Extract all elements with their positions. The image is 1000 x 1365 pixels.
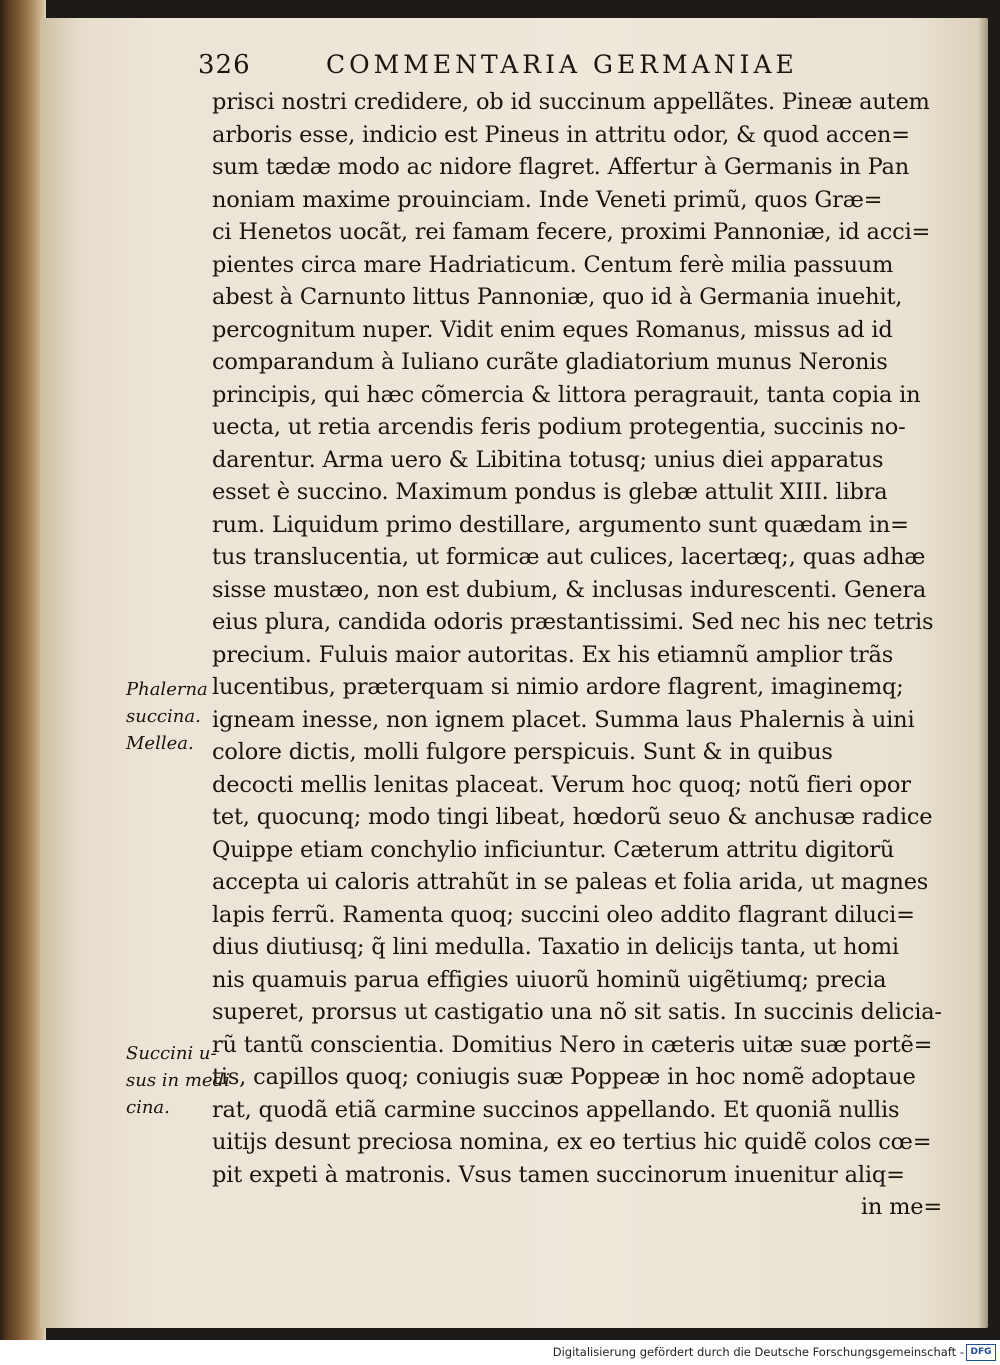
marginal-note-succini-usus xyxy=(126,1040,236,1121)
text-line: tus translucentia, ut formicæ aut culices, lacertæq;, quas adhæ xyxy=(212,544,926,570)
text-line: abest à Carnunto littus Pannoniæ, quo id à Germania inuehit, xyxy=(212,284,903,310)
text-line: darentur. Arma uero & Libitina totusq; unius diei apparatus xyxy=(212,446,884,473)
text-line: accepta ui caloris attrahũt in se paleas et folia arida, ut magnes xyxy=(212,869,929,895)
catchword-line: in me= xyxy=(860,1194,942,1220)
text-line: lucentibus, præterquam si nimio ardore flagrent, imaginemq; xyxy=(212,674,904,700)
text-line: superet, prorsus ut castigatio una nõ sit satis. In succinis delicia- xyxy=(212,999,942,1025)
text-line: lapis ferrũ. Ramenta quoq; succini oleo addito flagrant diluci= xyxy=(212,901,915,928)
text-line: rum. Liquidum primo destillare, argumento sunt quædam in= xyxy=(212,511,909,538)
text-line: esset è succino. Maximum pondus is glebæ attulit XIII. libra xyxy=(212,479,888,505)
text-line: rũ tantũ conscientia. Domitius Nero in cæteris uitæ suæ portẽ= xyxy=(212,1031,933,1058)
text-line: noniam maxime prouinciam. Inde Veneti primũ, quos Græ= xyxy=(212,186,883,213)
marginal-note-line: Succini u- xyxy=(126,1043,217,1064)
text-line: ci Henetos uocãt, rei famam fecere, proximi Pannoniæ, id acci= xyxy=(212,219,931,245)
page-number: 326 xyxy=(198,50,251,80)
text-line: sisse mustæo, non est dubium, & inclusas indurescenti. Genera xyxy=(212,576,927,603)
text-line: nis quamuis parua effigies uiuorũ hominũ uigẽtiumq; precia xyxy=(212,966,887,993)
text-line: pientes circa mare Hadriaticum. Centum ferè milia passuum xyxy=(212,251,894,278)
text-line: colore dictis, molli fulgore perspicuis. Sunt & in quibus xyxy=(212,739,833,765)
text-line: sum tædæ modo ac nidore flagret. Affertur à Germanis in Pan xyxy=(212,154,910,180)
text-line: dius diutiusq; q̃ lini medulla. Taxatio in delicijs tanta, ut homi xyxy=(212,934,899,960)
text-line: pit expeti à matronis. Vsus tamen succinorum inuenitur aliq= xyxy=(212,1161,905,1188)
digitization-footer xyxy=(0,1340,1000,1365)
text-line: percognitum nuper. Vidit enim eques Romanus, missus ad id xyxy=(212,316,893,343)
main-text-block xyxy=(212,86,954,1224)
dfg-logo-icon: DFG xyxy=(966,1344,996,1361)
text-line: prisci nostri credidere, ob id succinum appellãtes. Pineæ autem xyxy=(212,89,930,115)
marginal-note-line: succina. xyxy=(126,706,201,727)
marginal-note-line: cina. xyxy=(126,1097,170,1118)
text-line: comparandum à Iuliano curãte gladiatorium munus Neronis xyxy=(212,349,888,375)
text-line: uecta, ut retia arcendis feris podium protegentia, succinis no- xyxy=(212,414,906,440)
page-header xyxy=(198,50,858,90)
text-line: principis, qui hæc cõmercia & littora peragrauit, tanta copia in xyxy=(212,381,921,408)
text-line: tet, quocunq; modo tingi libeat, hœdorũ seuo & anchusæ radice xyxy=(212,804,933,830)
text-line: rat, quodã etiã carmine succinos appellando. Et quoniã nullis xyxy=(212,1096,900,1123)
running-title: COMMENTARIA GERMANIAE xyxy=(326,50,798,79)
text-line: uitijs desunt preciosa nomina, ex eo tertius hic quidẽ colos cœ= xyxy=(212,1129,932,1155)
text-line: tis, capillos quoq; coniugis suæ Poppeæ in hoc nomẽ adoptaue xyxy=(212,1064,916,1090)
page-edge-shadow xyxy=(978,18,988,1328)
text-line: decocti mellis lenitas placeat. Verum hoc quoq; notũ fieri opor xyxy=(212,771,911,798)
marginal-note-line: Mellea. xyxy=(126,733,194,754)
marginal-note-phalerna xyxy=(126,676,236,757)
funding-credit: Digitalisierung gefördert durch die Deutsche Forschungsgemeinschaft - xyxy=(552,1345,964,1359)
text-line: eius plura, candida odoris præstantissimi. Sed nec his nec tetris xyxy=(212,609,934,635)
text-line: Quippe etiam conchylio inficiuntur. Cæterum attritu digitorũ xyxy=(212,836,895,863)
text-line: arboris esse, indicio est Pineus in attritu odor, & quod accen= xyxy=(212,121,910,148)
text-line: igneam inesse, non ignem placet. Summa laus Phalernis à uini xyxy=(212,706,915,733)
marginal-note-line: Phalerna xyxy=(126,679,208,700)
text-line: precium. Fuluis maior autoritas. Ex his etiamnũ amplior trãs xyxy=(212,641,894,668)
marginal-note-line: sus in medi xyxy=(126,1070,230,1091)
